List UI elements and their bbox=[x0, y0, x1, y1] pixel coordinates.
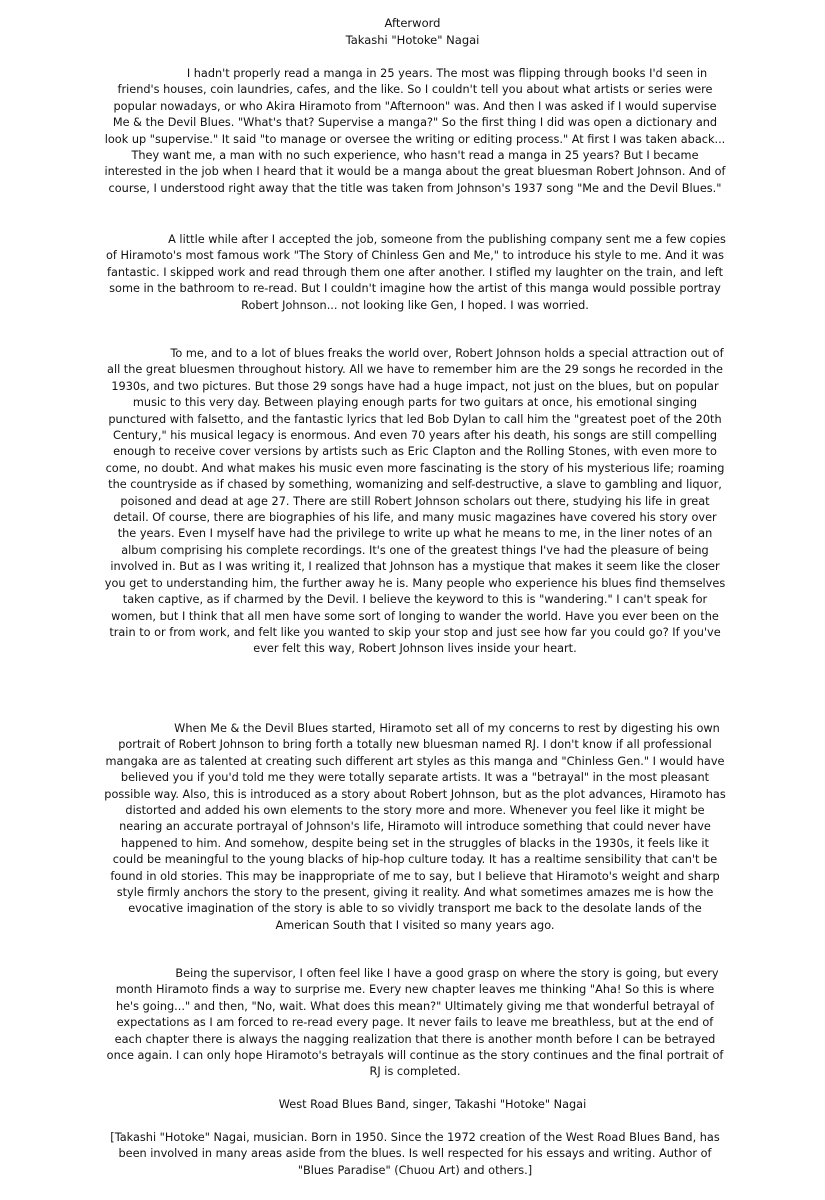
paragraph-1 bbox=[104, 66, 726, 197]
paragraph-2-text: A little while after I accepted the job, someone from the publishing company sent me a few copies of Hiramoto's most famous work "The Story of Chinless Gen and Me," to introduce his style to me. And it was fantastic. I skipped work and read through them one after another. I stifled my laughter on the train, and left some in the bathroom to re-read. But I couldn't imagine how the artist of this manga would possible portray Robert Johnson... not looking like Gen, I hoped. I was worried. bbox=[105, 233, 726, 312]
paragraph-3 bbox=[104, 346, 726, 658]
paragraph-4-text: When Me & the Devil Blues started, Hiramoto set all of my concerns to rest by digesting his own portrait of Robert Johnson to bring forth a totally new bluesman named RJ. I don't know if all professional mangaka are as talented at creating such different art styles as this manga and "Chinless Gen." I would have believed you if you'd told me they were totally separate artists. It was a "betrayal" in the most pleasant possible way. Also, this is introduced as a story about Robert Johnson, but as the plot advances, Hiramoto has distorted and added his own elements to the story more and more. Whenever you feel like it might be nearing an accurate portrayal of Johnson's life, Hiramoto will introduce something that could never have happened to him. And somehow, despite being set in the struggles of blacks in the 1930s, it feels like it could be meaningful to the young blacks of hip-hop culture today. It has a realtime sensibility that can't be found in old stories. This may be inappropriate of me to say, but I believe that Hiramoto's weight and sharp style firmly anchors the story to the present, giving it reality. And what sometimes amazes me is how the evocative imagination of the story is able to so vividly transport me back to the desolate lands of the American South that I visited so many years ago. bbox=[104, 722, 726, 932]
paragraph-5 bbox=[104, 966, 726, 1081]
signature-line: West Road Blues Band, singer, Takashi "Hotoke" Nagai bbox=[278, 1098, 587, 1111]
page-title: Afterword bbox=[384, 16, 441, 30]
paragraph-2 bbox=[104, 232, 726, 314]
author-bio: [Takashi "Hotoke" Nagai, musician. Born in 1950. Since the 1972 creation of the West Road Blues Band, has been involved in many areas aside from the blues. Is well respected for his essays and writing. Author of "Blues Paradise" (Chuou Art) and others.] bbox=[110, 1131, 720, 1177]
author-name: Takashi "Hotoke" Nagai bbox=[345, 33, 480, 47]
paragraph-3-text: To me, and to a lot of blues freaks the world over, Robert Johnson holds a special attraction out of all the great bluesmen throughout history. All we have to remember him are the 29 songs he recorded in the 1930s, and two pictures. But those 29 songs have had a huge impact, not just on the blues, but on popular music to this very day. Between playing enough parts for two guitars at once, his emotional singing punctured with falsetto, and the fantastic lyrics that led Bob Dylan to call him the "greatest poet of the 20th Century," his musical legacy is enormous. And even 70 years after his death, his songs are still compelling enough to receive cover versions by artists such as Eric Clapton and the Rolling Stones, with even more to come, no doubt. And what makes his music even more fascinating is the story of his mysterious life; roaming the countryside as if chased by something, womanizing and self-destructive, a slave to gambling and liquor, poisoned and dead at age 27. There are still Robert Johnson scholars out there, studying his life in great detail. Of course, there are biographies of his life, and many music magazines have covered his story over the years. Even I myself have had the privilege to write up what he means to me, in the liner notes of an album comprising his complete recordings. It's one of the greatest things I've had the pleasure of being involved in. But as I was writing it, I realized that Johnson has a mystique that makes it seem like the closer you get to understanding him, the further away he is. Many people who experience his blues find themselves taken captive, as if charmed by the Devil. I believe the keyword to this is "wandering." I can't speak for women, but I think that all men have some sort of longing to wander the world. Have you ever been on the train to or from work, and felt like you wanted to skip your stop and just see how far you could go? If you've ever felt this way, Robert Johnson lives inside your heart. bbox=[104, 347, 726, 656]
paragraph-5-text: Being the supervisor, I often feel like I have a good grasp on where the story is going, but every month Hiramoto finds a way to surprise me. Every new chapter leaves me thinking "Aha! So this is where he's going..." and then, "No, wait. What does this mean?" Ultimately giving me that wonderful betrayal of expectations as I am forced to re-read every page. It never fails to leave me breathless, but at the end of each chapter there is always the nagging realization that there is another month before I can be betrayed once again. I can only hope Hiramoto's betrayals will continue as the story continues and the final portrait of RJ is completed. bbox=[106, 967, 724, 1079]
paragraph-4 bbox=[104, 721, 726, 934]
title-block bbox=[0, 15, 825, 49]
paragraph-1-text: I hadn't properly read a manga in 25 years. The most was flipping through books I'd seen in friend's houses, coin laundries, cafes, and the like. So I couldn't tell you about what artists or series were popular nowadays, or who Akira Hiramoto from "Afternoon" was. And then I was asked if I would supervise Me & the Devil Blues. "What's that? Supervise a manga?" So the first thing I did was open a dictionary and look up "supervise." It said "to manage or oversee the writing or editing process." At first I was taken aback... They want me, a man with no such experience, who hasn't read a manga in 25 years? But I became interested in the job when I heard that it would be a manga about the great bluesman Robert Johnson. And of course, I understood right away that the title was taken from Johnson's 1937 song "Me and the Devil Blues." bbox=[104, 67, 726, 195]
